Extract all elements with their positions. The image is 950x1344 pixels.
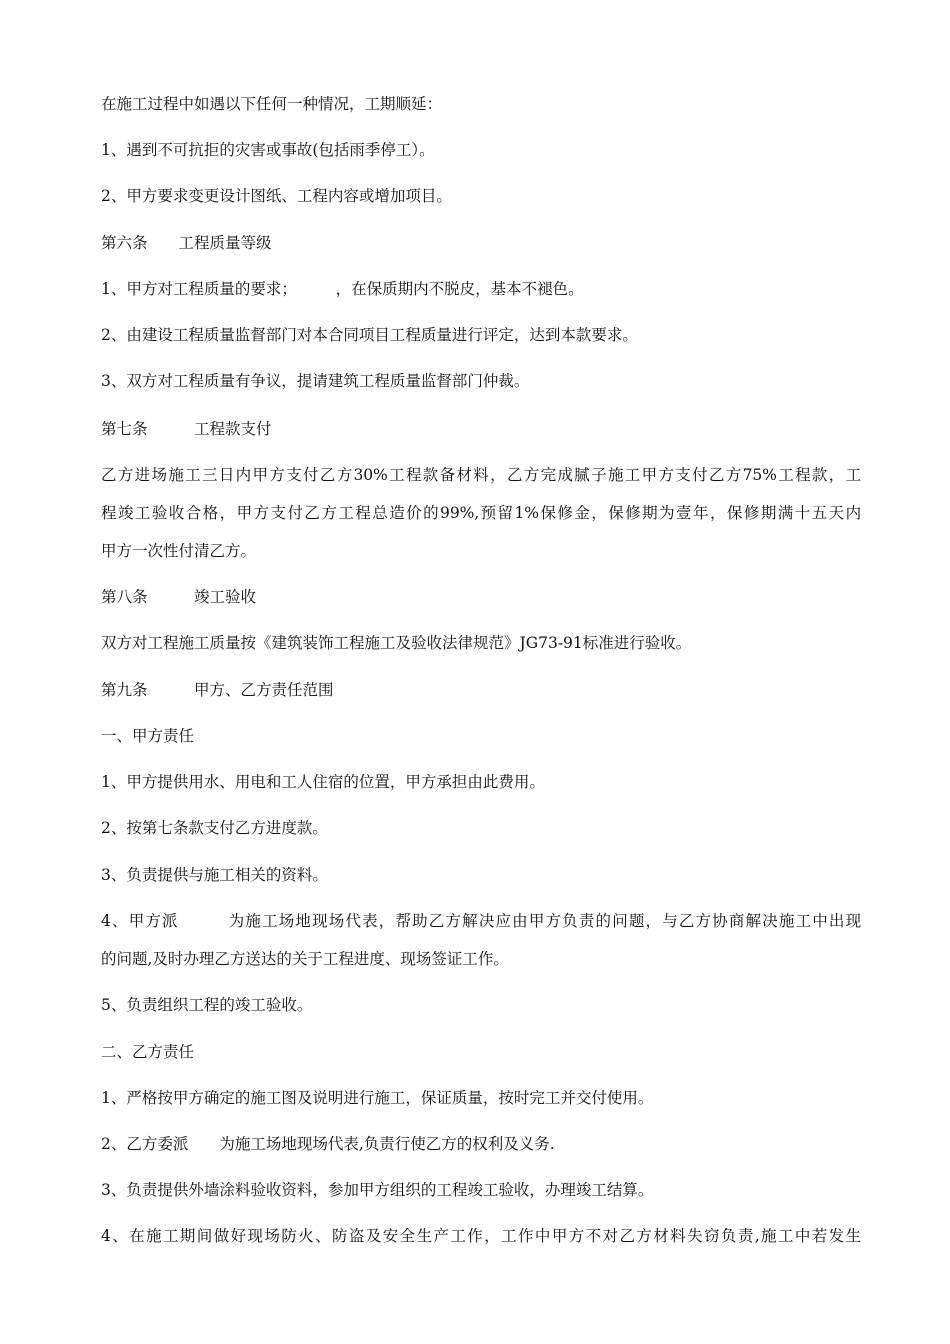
paragraph-party-b-item-2: 2、乙方委派 为施工场地现场代表,负责行使乙方的权利及义务. (101, 1135, 555, 1153)
paragraph-party-b-item-1: 1、严格按甲方确定的施工图及说明进行施工，保证质量，按时完工并交付使用。 (101, 1089, 654, 1107)
article-9-heading: 第九条 甲方、乙方责任范围 (101, 681, 334, 699)
paragraph-party-a-item-3: 3、负责提供与施工相关的资料。 (101, 866, 328, 884)
paragraph-party-a-item-2: 2、按第七条款支付乙方进度款。 (101, 819, 328, 837)
paragraph-party-b-item-4-line-1: 4、在施工期间做好现场防火、防盗及安全生产工作，工作中甲方不对乙方材料失窃负责,施工中若发生 (101, 1227, 861, 1245)
paragraph-party-a-item-4-line-2: 的问题,及时办理乙方送达的关于工程进度、现场签证工作。 (101, 950, 509, 968)
paragraph-party-a-item-4-line-1: 4、甲方派 为施工场地现场代表，帮助乙方解决应由甲方负责的问题，与乙方协商解决施工中出现 (101, 912, 861, 930)
paragraph-quality-item-1: 1、甲方对工程质量的要求； ，在保质期内不脱皮，基本不褪色。 (101, 280, 584, 298)
paragraph-payment-line-2: 程竣工验收合格，甲方支付乙方工程总造价的99%,预留1%保修金，保修期为壹年，保修期满十五天内 (101, 504, 861, 522)
paragraph-quality-item-2: 2、由建设工程质量监督部门对本合同项目工程质量进行评定，达到本款要求。 (101, 326, 638, 344)
paragraph-party-a-item-1: 1、甲方提供用水、用电和工人住宿的位置，甲方承担由此费用。 (101, 773, 545, 791)
article-8-heading: 第八条 竣工验收 (101, 588, 257, 606)
paragraph-party-a-item-5: 5、负责组织工程的竣工验收。 (101, 996, 313, 1014)
paragraph-payment-line-3: 甲方一次性付清乙方。 (101, 542, 257, 560)
paragraph-acceptance: 双方对工程施工质量按《建筑装饰工程施工及验收法律规范》JG73-91标准进行验收。 (101, 634, 692, 652)
paragraph-party-b-item-3: 3、负责提供外墙涂料验收资料，参加甲方组织的工程竣工验收，办理竣工结算。 (101, 1181, 654, 1199)
paragraph-delay-item-2: 2、甲方要求变更设计图纸、工程内容或增加项目。 (101, 187, 452, 205)
article-6-heading: 第六条 工程质量等级 (101, 234, 272, 252)
paragraph-quality-item-3: 3、双方对工程质量有争议，提请建筑工程质量监督部门仲裁。 (101, 372, 530, 390)
paragraph-payment-line-1: 乙方进场施工三日内甲方支付乙方30%工程款备材料，乙方完成腻子施工甲方支付乙方75%工程款，工 (101, 466, 861, 484)
paragraph-delay-item-1: 1、遇到不可抗拒的灾害或事故(包括雨季停工）。 (101, 141, 435, 159)
article-7-heading: 第七条 工程款支付 (101, 420, 272, 438)
section-party-a-heading: 一、甲方责任 (101, 727, 195, 745)
section-party-b-heading: 二、乙方责任 (101, 1043, 195, 1061)
paragraph-delay-intro: 在施工过程中如遇以下任何一种情况，工期顺延： (101, 95, 443, 113)
